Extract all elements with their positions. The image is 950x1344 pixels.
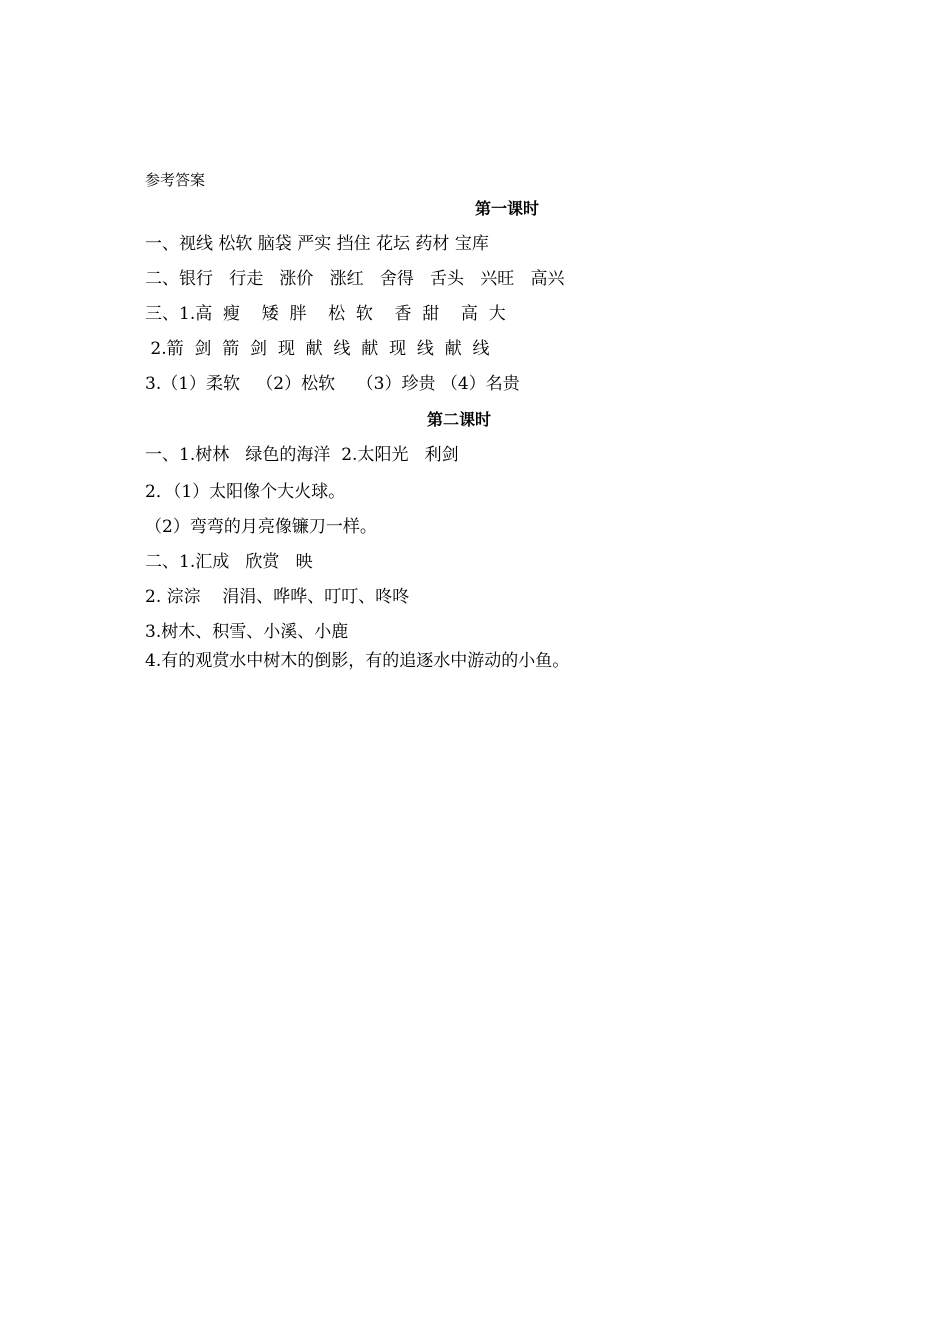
lesson1-heading: 第一课时 — [475, 199, 540, 218]
lesson2-line-1: 一、1.树林 绿色的海洋 2.太阳光 利剑 — [145, 445, 459, 465]
lesson2-line-7: 4.有的观赏水中树木的倒影，有的追逐水中游动的小鱼。 — [145, 651, 570, 671]
lesson1-line-2: 二、银行 行走 涨价 涨红 舍得 舌头 兴旺 高兴 — [145, 269, 565, 289]
lesson1-line-4: 2.箭 剑 箭 剑 现 献 线 献 现 线 献 线 — [145, 339, 490, 359]
lesson2-line-3: （2）弯弯的月亮像镰刀一样。 — [145, 517, 377, 537]
document-title: 参考答案 — [145, 171, 206, 189]
lesson1-line-1: 一、视线 松软 脑袋 严实 挡住 花坛 药材 宝库 — [145, 234, 489, 254]
lesson2-line-2: 2．（1）太阳像个大火球。 — [145, 482, 346, 502]
lesson2-heading: 第二课时 — [427, 410, 492, 429]
lesson2-line-5: 2. 淙淙 涓涓、哗哗、叮叮、咚咚 — [145, 587, 410, 607]
lesson1-line-3: 三、1.高 瘦 矮 胖 松 软 香 甜 高 大 — [145, 304, 506, 324]
lesson1-line-5: 3.（1）柔软 （2）松软 （3）珍贵 （4）名贵 — [145, 374, 520, 394]
lesson2-line-6: 3.树木、积雪、小溪、小鹿 — [145, 622, 349, 642]
lesson2-line-4: 二、1.汇成 欣赏 映 — [145, 552, 313, 572]
